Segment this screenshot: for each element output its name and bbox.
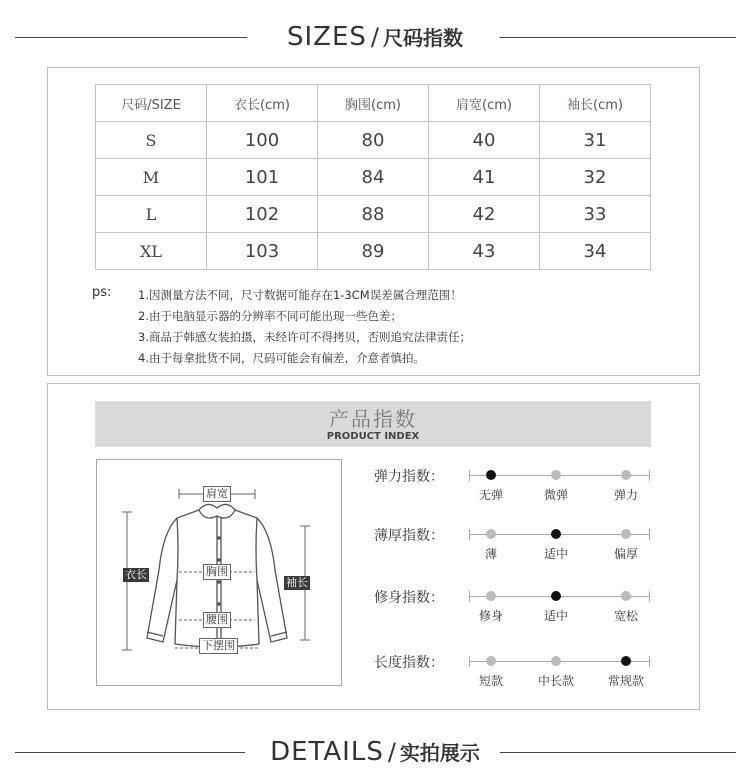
index-option: 修身 [478,609,503,623]
waist-label: 腰围 [203,612,231,628]
index-dot [486,591,496,601]
table-cell: 103 [207,233,318,270]
index-track-start [469,656,470,667]
garment-length-label: 衣长 [125,568,147,581]
index-option: 短款 [478,674,503,688]
product-index-title-cn: 产品指数 [329,407,417,431]
size-cell: S [96,122,207,159]
table-cell: 33 [540,196,651,233]
index-track-start [469,529,470,540]
garment-diagram [96,459,342,686]
table-cell: 84 [318,159,429,196]
index-track-end [649,656,650,667]
details-title-cn: 实拍展示 [399,741,480,765]
notes-list [138,285,471,369]
size-table-header-row [96,85,651,122]
index-label: 修身指数： [374,590,444,606]
sizes-title-sep: / [370,23,379,51]
index-dot-selected [551,591,561,601]
chest-label: 胸围 [203,564,231,580]
index-dot [621,470,631,480]
index-option: 中长款 [537,674,574,688]
index-row-thickness [374,525,664,575]
index-track-start [469,470,470,481]
product-index-title-en: PRODUCT INDEX [326,431,420,442]
index-option: 常规款 [607,674,644,688]
details-title-sep: / [387,738,396,766]
index-option: 宽松 [613,609,638,623]
size-table-header: 尺码/SIZE [96,85,207,122]
note-item: 4.由于每拿批货不同，尺码可能会有偏差，介意者慎拍。 [138,351,425,365]
index-option: 薄 [484,547,497,561]
index-track-end [649,529,650,540]
hem-label: 下摆围 [199,638,238,654]
table-cell: 42 [429,196,540,233]
table-cell: 32 [540,159,651,196]
table-cell: 102 [207,196,318,233]
size-table-header: 袖长(cm) [540,85,651,122]
note-item: 3.商品于韩感女装拍摄，未经许可不得拷贝，否则追究法律责任； [138,330,471,344]
product-index-header [95,401,651,447]
table-row [96,233,651,270]
index-dot-selected [551,529,561,539]
size-cell: L [96,196,207,233]
index-option: 适中 [543,547,568,561]
size-table-header: 胸围(cm) [318,85,429,122]
note-item: 1.因测量方法不同，尺寸数据可能存在1-3CM误差属合理范围！ [138,288,462,302]
index-option: 适中 [543,609,568,623]
table-cell: 101 [207,159,318,196]
sizes-title-en: SIZES [286,22,367,52]
index-label: 薄厚指数： [374,528,444,544]
index-track-start [469,591,470,602]
table-cell: 41 [429,159,540,196]
index-row-length [374,652,664,702]
index-dot-selected [621,656,631,666]
index-dot [486,529,496,539]
index-option: 无弹 [478,488,503,502]
table-cell: 80 [318,122,429,159]
table-cell: 88 [318,196,429,233]
index-dot [551,470,561,480]
sleeve-length-label: 袖长 [286,576,308,589]
size-table [95,84,651,270]
index-option: 偏厚 [613,547,638,561]
table-cell: 40 [429,122,540,159]
sizes-title [0,22,750,52]
details-title [0,737,750,767]
note-item: 2.由于电脑显示器的分辨率不同可能出现一些色差； [138,309,402,323]
sizes-title-cn: 尺码指数 [383,26,463,50]
size-cell: M [96,159,207,196]
table-cell: 100 [207,122,318,159]
notes-prefix: ps: [92,285,112,300]
index-label: 弹力指数： [374,469,444,485]
index-dot [621,529,631,539]
details-title-en: DETAILS [270,737,384,767]
index-dot [621,591,631,601]
table-row [96,196,651,233]
table-row [96,122,651,159]
index-track-end [649,591,650,602]
index-row-fit [374,587,664,637]
index-track-end [649,470,650,481]
size-table-header: 衣长(cm) [207,85,318,122]
index-dot [551,656,561,666]
table-cell: 43 [429,233,540,270]
size-table-header: 肩宽(cm) [429,85,540,122]
table-cell: 31 [540,122,651,159]
index-dot-selected [486,470,496,480]
table-row [96,159,651,196]
index-option: 弹力 [613,488,638,502]
index-row-elasticity [374,466,664,516]
index-option: 微弹 [543,488,568,502]
size-cell: XL [96,233,207,270]
index-dot [486,656,496,666]
table-cell: 89 [318,233,429,270]
shoulder-width-label: 肩宽 [203,486,231,502]
table-cell: 34 [540,233,651,270]
index-label: 长度指数： [374,655,444,671]
